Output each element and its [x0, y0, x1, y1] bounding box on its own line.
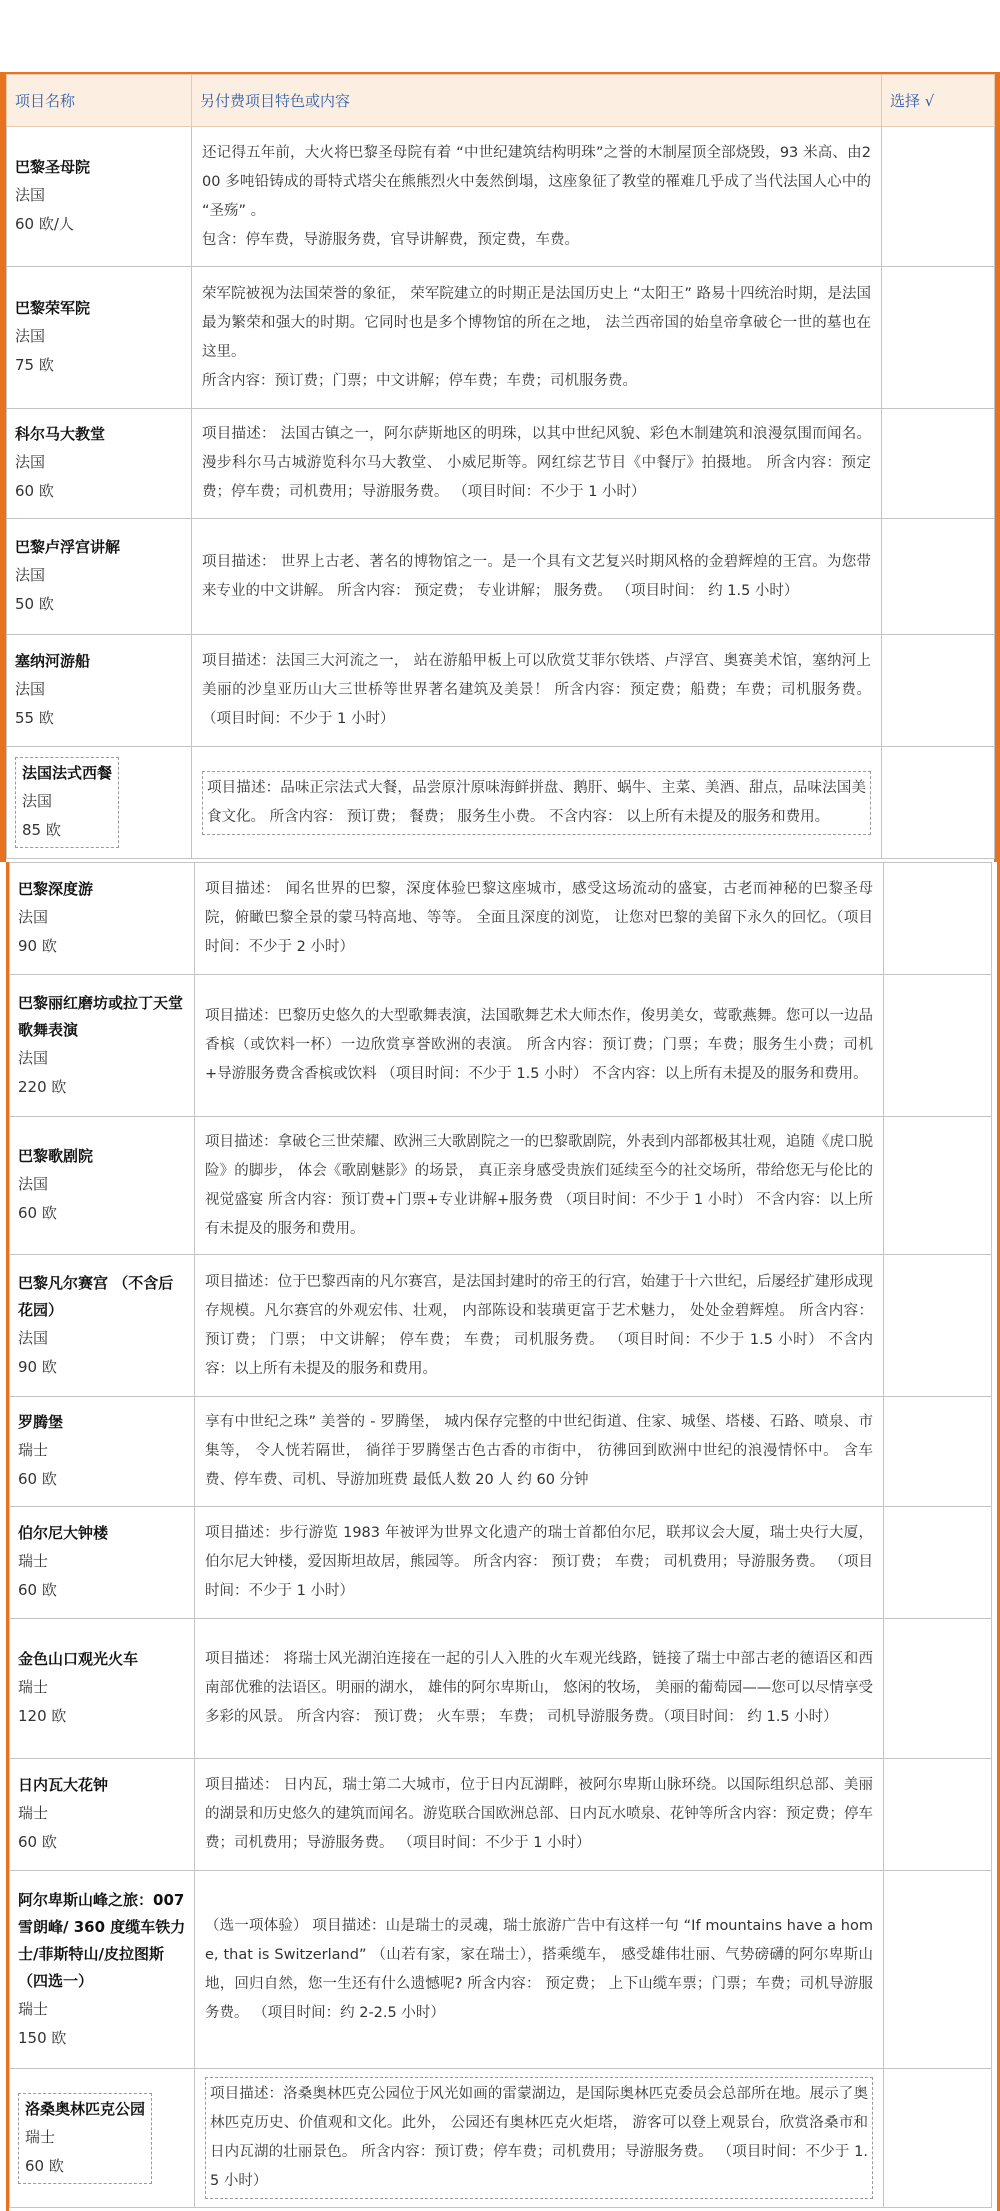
- project-description: 项目描述：品味正宗法式大餐，品尝原汁原味海鲜拼盘、鹅肝、蜗牛、主菜、美酒、甜点，品味法国美食文化。 所含内容： 预订费； 餐费； 服务生小费。 不含内容： 以上所有未提及的服务和费用。: [202, 771, 871, 835]
- table-header-row: [7, 75, 995, 127]
- table-row: [10, 1871, 992, 2069]
- options-table-bottom: [9, 862, 992, 2208]
- project-name: 巴黎凡尔赛宫 （不含后花园）: [18, 1273, 174, 1319]
- select-checkbox-cell[interactable]: [884, 2069, 992, 2208]
- table-row: [7, 747, 995, 859]
- project-name: 巴黎荣军院: [15, 299, 91, 317]
- project-price: 60 欧: [25, 2156, 64, 2175]
- project-country: 瑞士: [18, 1999, 49, 2018]
- project-desc-cell: [192, 635, 882, 747]
- table-row: [7, 127, 995, 267]
- project-price: 120 欧: [18, 1707, 67, 1725]
- select-checkbox-cell[interactable]: [882, 635, 995, 747]
- project-name: 塞纳河游船: [15, 652, 91, 670]
- select-checkbox-cell[interactable]: [882, 267, 995, 409]
- project-info: [18, 1143, 186, 1228]
- project-name-cell: [7, 519, 192, 635]
- project-name: 伯尔尼大钟楼: [18, 1524, 109, 1542]
- project-country: 法国: [22, 792, 53, 810]
- project-desc-cell: [195, 1255, 884, 1397]
- project-info: [18, 990, 186, 1102]
- project-name: 科尔马大教堂: [15, 425, 106, 443]
- project-country: 法国: [15, 680, 46, 698]
- project-name-cell: [10, 1397, 195, 1507]
- project-name-cell: [10, 1619, 195, 1759]
- project-desc-cell: [192, 267, 882, 409]
- project-desc-cell: [195, 1507, 884, 1619]
- project-info: [18, 1520, 186, 1605]
- project-info: [18, 1270, 186, 1382]
- project-name: 巴黎圣母院: [15, 158, 91, 176]
- project-name-cell: [10, 1871, 195, 2069]
- project-info: [15, 421, 183, 506]
- table-row: [10, 1507, 992, 1619]
- project-country: 瑞士: [25, 2127, 56, 2146]
- header-select: 选择 √: [882, 75, 995, 127]
- select-checkbox-cell[interactable]: [884, 1619, 992, 1759]
- project-desc-cell: [195, 1397, 884, 1507]
- project-country: 法国: [18, 1175, 49, 1193]
- project-name-cell: [7, 747, 192, 859]
- project-country: 法国: [18, 1328, 49, 1347]
- project-info: [18, 1646, 186, 1731]
- project-country: 法国: [18, 908, 49, 926]
- select-checkbox-cell[interactable]: [884, 1397, 992, 1507]
- table-row: [10, 1397, 992, 1507]
- project-description: 项目描述：位于巴黎西南的凡尔赛宫，是法国封建时的帝王的行宫，始建于十六世纪，后屡经扩建形成现存规模。凡尔赛宫的外观宏伟、壮观， 内部陈设和装璜更富于艺术魅力， 处处金碧辉煌。 所含内容： 预订费； 门票； 中文讲解； 停车费； 车费； 司机服务费。 （项目时间：不少于 1.5 小时） 不含内容：以上所有未提及的服务和费用。: [205, 1273, 873, 1377]
- project-name: 法国法式西餐: [22, 764, 113, 782]
- project-country: 法国: [18, 1048, 49, 1067]
- project-name: 洛桑奥林匹克公园: [25, 2099, 146, 2118]
- project-price: 90 欧: [18, 937, 57, 955]
- table-row: [10, 975, 992, 1117]
- options-table-top: [6, 74, 995, 859]
- project-description: 项目描述：巴黎历史悠久的大型歌舞表演，法国歌舞艺术大师杰作，俊男美女，莺歌燕舞。您可以一边品香槟（或饮料一杯）一边欣赏享誉欧洲的表演。 所含内容：预订费；门票；车费；服务生小费；司机+导游服务费含香槟或饮料 （项目时间：不少于 1.5 小时） 不含内容：以上所有未提及的服务和费用。: [205, 1008, 873, 1082]
- project-name: 巴黎深度游: [18, 880, 94, 898]
- project-desc-cell: [195, 1619, 884, 1759]
- project-desc-cell: [195, 1871, 884, 2069]
- project-country: 瑞士: [18, 1441, 49, 1459]
- project-name-cell: [10, 2069, 195, 2208]
- project-info: [18, 876, 186, 961]
- project-price: 85 欧: [22, 821, 61, 839]
- table-row: [10, 1255, 992, 1397]
- select-checkbox-cell[interactable]: [884, 1255, 992, 1397]
- project-name-cell: [10, 1117, 195, 1255]
- project-info: [18, 2093, 152, 2184]
- project-desc-cell: [192, 409, 882, 519]
- project-description: 项目描述：法国三大河流之一， 站在游船甲板上可以欣赏艾菲尔铁塔、卢浮宫、奥赛美术馆，塞纳河上美丽的沙皇亚历山大三世桥等世界著名建筑及美景！ 所含内容：预定费；船费；车费；司机服务费。 （项目时间：不少于 1 小时）: [202, 653, 871, 727]
- project-info: [15, 757, 119, 848]
- project-description: 项目描述： 法国古镇之一，阿尔萨斯地区的明珠，以其中世纪风貌、彩色木制建筑和浪漫氛围而闻名。漫步科尔马古城游览科尔马大教堂、 小威尼斯等。网红综艺节目《中餐厅》拍摄地。 所含内容：预定费；停车费；司机费用；导游服务费。 （项目时间：不少于 1 小时）: [202, 426, 871, 500]
- project-desc-cell: [195, 1117, 884, 1255]
- table-row: [10, 863, 992, 975]
- select-checkbox-cell[interactable]: [884, 1871, 992, 2069]
- project-description: （选一项体验） 项目描述：山是瑞士的灵魂，瑞士旅游广告中有这样一句 “If mountains have a home, that is Switzerland” （山若有家，家在瑞士），搭乘缆车， 感受雄伟壮丽、气势磅礴的阿尔卑斯山地，回归自然，您一生还有什么遗憾呢? 所含内容： 预定费； 上下山缆车票；门票；车费；司机导游服务费。 （项目时间：约 2-2.5 小时）: [205, 1917, 873, 2021]
- project-info: [15, 295, 183, 380]
- project-price: 60 欧: [18, 1581, 57, 1599]
- project-country: 瑞士: [18, 1804, 49, 1822]
- select-checkbox-cell[interactable]: [884, 863, 992, 975]
- table-row: [10, 1759, 992, 1871]
- table-row: [7, 267, 995, 409]
- project-country: 瑞士: [18, 1552, 49, 1570]
- project-country: 法国: [15, 186, 46, 204]
- project-name-cell: [10, 1507, 195, 1619]
- project-name-cell: [10, 1255, 195, 1397]
- project-price: 75 欧: [15, 356, 54, 374]
- project-price: 55 欧: [15, 709, 54, 727]
- project-desc-cell: [192, 747, 882, 859]
- project-country: 法国: [15, 327, 46, 345]
- project-desc-cell: [195, 1759, 884, 1871]
- select-checkbox-cell[interactable]: [882, 127, 995, 267]
- select-checkbox-cell[interactable]: [882, 409, 995, 519]
- header-project-name: 项目名称: [7, 75, 192, 127]
- project-name: 巴黎丽红磨坊或拉丁天堂歌舞表演: [18, 993, 184, 1039]
- project-desc-cell: [192, 519, 882, 635]
- project-description: 荣军院被视为法国荣誉的象征， 荣军院建立的时期正是法国历史上 “太阳王” 路易十四统治时期，是法国最为繁荣和强大的时期。它同时也是多个博物馆的所在之地， 法兰西帝国的始皇帝拿破仑一世的墓也在这里。 所含内容：预订费；门票；中文讲解；停车费；车费；司机服务费。: [202, 285, 871, 389]
- select-checkbox-cell[interactable]: [882, 747, 995, 859]
- table-row: [7, 635, 995, 747]
- project-description: 项目描述：步行游览 1983 年被评为世界文化遗产的瑞士首都伯尔尼，联邦议会大厦，瑞士央行大厦，伯尔尼大钟楼，爱因斯坦故居，熊园等。 所含内容： 预订费； 车费； 司机费用；导游服务费。 （项目时间：不少于 1 小时）: [205, 1525, 873, 1599]
- project-name-cell: [7, 409, 192, 519]
- project-info: [15, 534, 183, 619]
- project-price: 60 欧: [18, 1833, 57, 1851]
- project-name-cell: [7, 635, 192, 747]
- project-info: [15, 154, 183, 239]
- table-row: [10, 1619, 992, 1759]
- project-country: 瑞士: [18, 1678, 49, 1696]
- project-name-cell: [7, 127, 192, 267]
- project-name-cell: [7, 267, 192, 409]
- project-name: 巴黎卢浮宫讲解: [15, 538, 121, 556]
- project-description: 项目描述： 世界上古老、著名的博物馆之一。是一个具有文艺复兴时期风格的金碧辉煌的王宫。为您带来专业的中文讲解。 所含内容： 预定费； 专业讲解； 服务费。 （项目时间： 约 1.5 小时）: [202, 553, 871, 599]
- select-checkbox-cell[interactable]: [884, 1507, 992, 1619]
- project-desc-cell: [195, 975, 884, 1117]
- project-description: 项目描述：洛桑奥林匹克公园位于风光如画的雷蒙湖边，是国际奥林匹克委员会总部所在地。展示了奥林匹克历史、价值观和文化。此外， 公园还有奥林匹克火炬塔， 游客可以登上观景台，欣赏洛桑市和日内瓦湖的壮丽景色。 所含内容：预订费；停车费；司机费用；导游服务费。 （项目时间：不少于 1.5 小时）: [205, 2077, 873, 2199]
- project-name: 阿尔卑斯山峰之旅：007 雪朗峰/ 360 度缆车铁力士/菲斯特山/皮拉图斯（四选一）: [18, 1890, 186, 1990]
- project-description: 享有中世纪之珠” 美誉的 - 罗腾堡， 城内保存完整的中世纪街道、住家、城堡、塔楼、石路、喷泉、市集等， 令人恍若隔世， 徜徉于罗腾堡古色古香的市街中， 彷彿回到欧洲中世纪的浪漫情怀中。 含车费、停车费、司机、导游加班费 最低人数 20 人 约 60 分钟: [205, 1414, 873, 1488]
- project-price: 60 欧: [18, 1204, 57, 1222]
- project-desc-cell: [195, 2069, 884, 2208]
- project-description: 项目描述： 将瑞士风光湖泊连接在一起的引人入胜的火车观光线路，链接了瑞士中部古老的德语区和西南部优雅的法语区。明丽的湖水， 雄伟的阿尔卑斯山， 悠闲的牧场， 美丽的葡萄园——您可以尽情享受多彩的风景。 所含内容： 预订费； 火车票； 车费； 司机导游服务费。（项目时间： 约 1.5 小时）: [205, 1651, 873, 1725]
- project-description: 项目描述： 闻名世界的巴黎，深度体验巴黎这座城市，感受这场流动的盛宴，古老而神秘的巴黎圣母院，俯瞰巴黎全景的蒙马特高地、等等。 全面且深度的浏览， 让您对巴黎的美留下永久的回忆。（项目时间：不少于 2 小时）: [205, 881, 873, 955]
- project-name-cell: [10, 863, 195, 975]
- project-name: 巴黎歌剧院: [18, 1147, 94, 1165]
- project-info: [18, 1772, 186, 1857]
- project-name: 金色山口观光火车: [18, 1650, 139, 1668]
- project-desc-cell: [195, 863, 884, 975]
- select-checkbox-cell[interactable]: [884, 1759, 992, 1871]
- project-desc-cell: [192, 127, 882, 267]
- header-project-desc: 另付费项目特色或内容: [192, 75, 882, 127]
- project-description: 项目描述：拿破仑三世荣耀、欧洲三大歌剧院之一的巴黎歌剧院，外表到内部都极其壮观，追随《虎口脱险》的脚步， 体会《歌剧魅影》的场景， 真正亲身感受贵族们延续至今的社交场所，带给您无与伦比的视觉盛宴 所含内容：预订费+门票+专业讲解+服务费 （项目时间：不少于 1 小时） 不含内容：以上所有未提及的服务和费用。: [205, 1133, 873, 1237]
- project-price: 90 欧: [18, 1357, 57, 1376]
- table-row: [10, 1117, 992, 1255]
- project-description: 还记得五年前，大火将巴黎圣母院有着 “中世纪建筑结构明珠”之誉的木制屋顶全部烧毁，93 米高、由200 多吨铅铸成的哥特式塔尖在熊熊烈火中轰然倒塌，这座象征了教堂的罹难几乎成了当代法国人心中的 “圣殇” 。 包含：停车费，导游服务费，官导讲解费，预定费，车费。: [202, 144, 871, 248]
- select-checkbox-cell[interactable]: [884, 1117, 992, 1255]
- project-price: 150 欧: [18, 2028, 67, 2047]
- select-checkbox-cell[interactable]: [882, 519, 995, 635]
- table-row: [7, 519, 995, 635]
- project-name-cell: [10, 975, 195, 1117]
- project-price: 220 欧: [18, 1077, 67, 1096]
- table-row: [10, 2069, 992, 2208]
- project-description: 项目描述： 日内瓦，瑞士第二大城市，位于日内瓦湖畔，被阿尔卑斯山脉环绕。以国际组织总部、美丽的湖景和历史悠久的建筑而闻名。游览联合国欧洲总部、日内瓦水喷泉、花钟等所含内容：预定费；停车费；司机费用；导游服务费。 （项目时间：不少于 1 小时）: [205, 1777, 873, 1851]
- select-checkbox-cell[interactable]: [884, 975, 992, 1117]
- project-name-cell: [10, 1759, 195, 1871]
- project-name: 罗腾堡: [18, 1413, 64, 1431]
- project-info: [18, 1887, 186, 2053]
- project-info: [15, 648, 183, 733]
- project-country: 法国: [15, 566, 46, 584]
- table-row: [7, 409, 995, 519]
- project-price: 60 欧: [18, 1470, 57, 1488]
- project-info: [18, 1409, 186, 1494]
- project-name: 日内瓦大花钟: [18, 1776, 109, 1794]
- project-country: 法国: [15, 453, 46, 471]
- project-price: 60 欧/人: [15, 215, 74, 233]
- project-price: 60 欧: [15, 482, 54, 500]
- project-price: 50 欧: [15, 595, 54, 613]
